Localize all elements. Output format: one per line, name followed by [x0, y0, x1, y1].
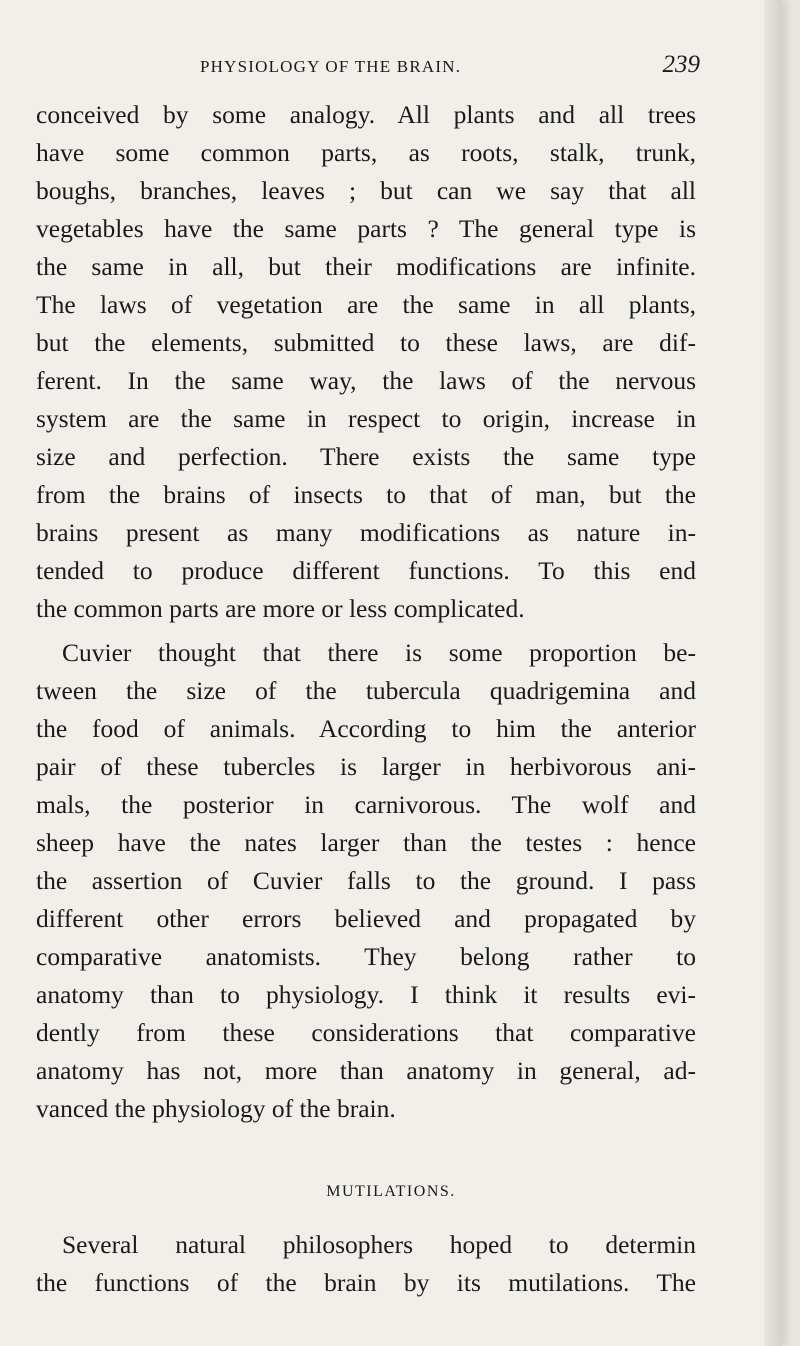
text-line: anatomy has not, more than anatomy in general, ad-	[36, 1056, 696, 1085]
text-line: size and perfection. There exists the same type	[36, 442, 696, 471]
paragraph-3	[36, 1226, 696, 1302]
text-line: comparative anatomists. They belong rather to	[36, 942, 696, 971]
text-line: The laws of vegetation are the same in all plants,	[36, 290, 696, 319]
text-line: boughs, branches, leaves ; but can we say that all	[36, 176, 696, 205]
text-line: from the brains of insects to that of man, but the	[36, 480, 696, 509]
text-line: brains present as many modifications as nature in-	[36, 518, 696, 547]
page-number: 239	[662, 51, 700, 78]
text-line: anatomy than to physiology. I think it results evi-	[36, 980, 696, 1009]
text-line: ferent. In the same way, the laws of the nervous	[36, 366, 696, 395]
running-head: PHYSIOLOGY OF THE BRAIN.	[200, 57, 462, 76]
text-line: Cuvier thought that there is some proportion be-	[62, 638, 696, 667]
text-line: the same in all, but their modifications are infinite.	[36, 252, 696, 281]
page-header	[200, 52, 720, 82]
text-line: tended to produce different functions. To this end	[36, 556, 696, 585]
page-edge-shadow	[764, 0, 782, 1346]
text-line: mals, the posterior in carnivorous. The wolf and	[36, 790, 696, 819]
page-body	[36, 96, 696, 1128]
text-line: conceived by some analogy. All plants and all trees	[36, 100, 696, 129]
text-line: different other errors believed and propagated by	[36, 904, 696, 933]
text-line: sheep have the nates larger than the testes : hence	[36, 828, 696, 857]
text-line: vanced the physiology of the brain.	[36, 1094, 396, 1123]
text-line: the common parts are more or less complicated.	[36, 594, 525, 623]
text-line: the functions of the brain by its mutilations. The	[36, 1268, 696, 1297]
text-line: system are the same in respect to origin, increase in	[36, 404, 696, 433]
paragraph-2	[36, 634, 696, 1128]
text-line: dently from these considerations that comparative	[36, 1018, 696, 1047]
section-heading: MUTILATIONS.	[326, 1183, 456, 1200]
text-line: tween the size of the tubercula quadrigemina and	[36, 676, 696, 705]
text-line: the assertion of Cuvier falls to the ground. I pass	[36, 866, 696, 895]
text-line: Several natural philosophers hoped to determin	[62, 1230, 696, 1259]
text-line: pair of these tubercles is larger in herbivorous ani-	[36, 752, 696, 781]
paragraph-1	[36, 96, 696, 628]
text-line: but the elements, submitted to these laws, are dif-	[36, 328, 696, 357]
text-line: vegetables have the same parts ? The general type is	[36, 214, 696, 243]
text-line: have some common parts, as roots, stalk, trunk,	[36, 138, 696, 167]
text-line: the food of animals. According to him the anterior	[36, 714, 696, 743]
